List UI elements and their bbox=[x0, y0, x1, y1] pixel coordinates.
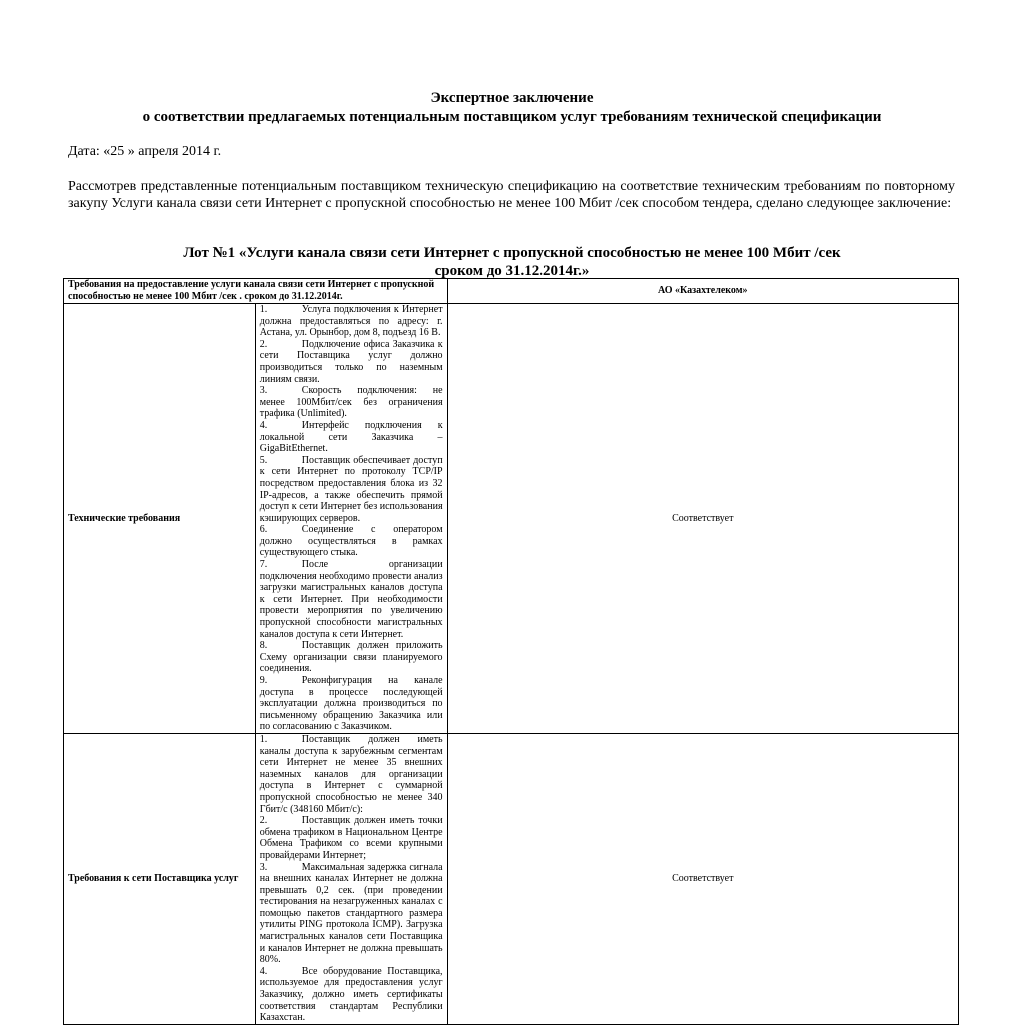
table-row bbox=[64, 304, 959, 734]
list-item: 9. Реконфигурация на канале доступа в процессе последующей эксплуатации должна производиться по письменному обращению Заказчика или по согласованию с Заказчиком. bbox=[259, 675, 443, 733]
list-item: 8. Поставщик должен приложить Схему организации связи планируемого соединения. bbox=[259, 640, 443, 675]
intro-paragraph: Рассмотрев представленные потенциальным поставщиком техническую спецификацию на соответствие техническим требованиям по повторному закупу Услуги канала связи сети Интернет с пропускной способностью не менее 100 Мбит /сек способом тендера, сделано следующее заключение: bbox=[68, 179, 955, 211]
header-requirements-cell: Требования на предоставление услуги канала связи сети Интернет с пропускной способностью не менее 100 Мбит /сек . сроком до 31.12.2014г. bbox=[64, 279, 448, 304]
list-item: 1. Поставщик должен иметь каналы доступа к зарубежным сегментам сети Интернет не менее 35 внешних наземных каналов для организации доступа в Интернет с суммарной пропускной способностью не менее 340 Гбит/с (348160 Мбит/с): bbox=[259, 733, 443, 815]
compliance-status: Соответствует bbox=[447, 733, 958, 1024]
document-subtitle: о соответствии предлагаемых потенциальным поставщиком услуг требованиям технической спецификации bbox=[142, 109, 882, 125]
list-item: 2. Подключение офиса Заказчика к сети Поставщика услуг должно производиться только по наземным линиям связи. bbox=[259, 338, 443, 385]
document-date: Дата: «25 » апреля 2014 г. bbox=[68, 144, 222, 159]
list-item: 2. Поставщик должен иметь точки обмена трафиком в Национальном Центре Обмена Трафиком со всеми крупными провайдерами Интернет; bbox=[259, 815, 443, 861]
list-item: 7. После организации подключения необходимо провести анализ загрузки магистральных каналов доступа к сети Интернет. При необходимости провести мероприятия по увеличению пропускной способности магистральных каналов доступа к сети Интернет. bbox=[259, 559, 443, 640]
lot-title: Лот №1 «Услуги канала связи сети Интернет с пропускной способностью не менее 100 Мбит /сек bbox=[183, 245, 841, 261]
list-item: 5. Поставщик обеспечивает доступ к сети Интернет по протоколу TCP/IP посредством предоставления блока из 32 IP-адресов, а также обеспечить прямой доступ к сети Интернет без использования кэширующих серверов. bbox=[259, 454, 443, 524]
table-row bbox=[64, 733, 959, 1024]
table-header-row bbox=[64, 279, 959, 304]
requirements-list bbox=[255, 304, 447, 734]
list-item: 3. Максимальная задержка сигнала на внешних каналах Интернет не должна превышать 0,2 сек. (при проведении тестирования на незагруженных каналах с помощью пакетов стандартного размера утилиты PING протокола ICMP). Загрузка магистральных каналов сети Поставщика и каналов Интернет не должна превышать 80%. bbox=[259, 861, 443, 966]
compliance-status: Соответствует bbox=[447, 304, 958, 734]
lot-term: сроком до 31.12.2014г.» bbox=[434, 263, 590, 279]
requirements-list bbox=[255, 733, 447, 1024]
header-supplier-cell: АО «Казахтелеком» bbox=[447, 279, 958, 304]
requirements-table bbox=[63, 278, 959, 1025]
row-label: Требования к сети Поставщика услуг bbox=[64, 733, 256, 1024]
list-item: 4. Интерфейс подключения к локальной сети Заказчика – GigaBitEthernet. bbox=[259, 419, 443, 455]
list-item: 4. Все оборудование Поставщика, используемое для предоставления услуг Заказчику, должно иметь сертификаты соответствия стандартам Республики Казахстан. bbox=[259, 965, 443, 1024]
list-item: 6. Соединение с оператором должно осуществляться в рамках существующего стыка. bbox=[259, 524, 443, 559]
list-item: 1. Услуга подключения к Интернет должна предоставляться по адресу: г. Астана, ул. Орынбор, дом 8, подъезд 16 В. bbox=[259, 304, 443, 339]
row-label: Технические требования bbox=[64, 304, 256, 734]
list-item: 3. Скорость подключения: не менее 100Мбит/сек без ограничения трафика (Unlimited). bbox=[259, 385, 443, 420]
document-title: Экспертное заключение bbox=[430, 90, 594, 106]
